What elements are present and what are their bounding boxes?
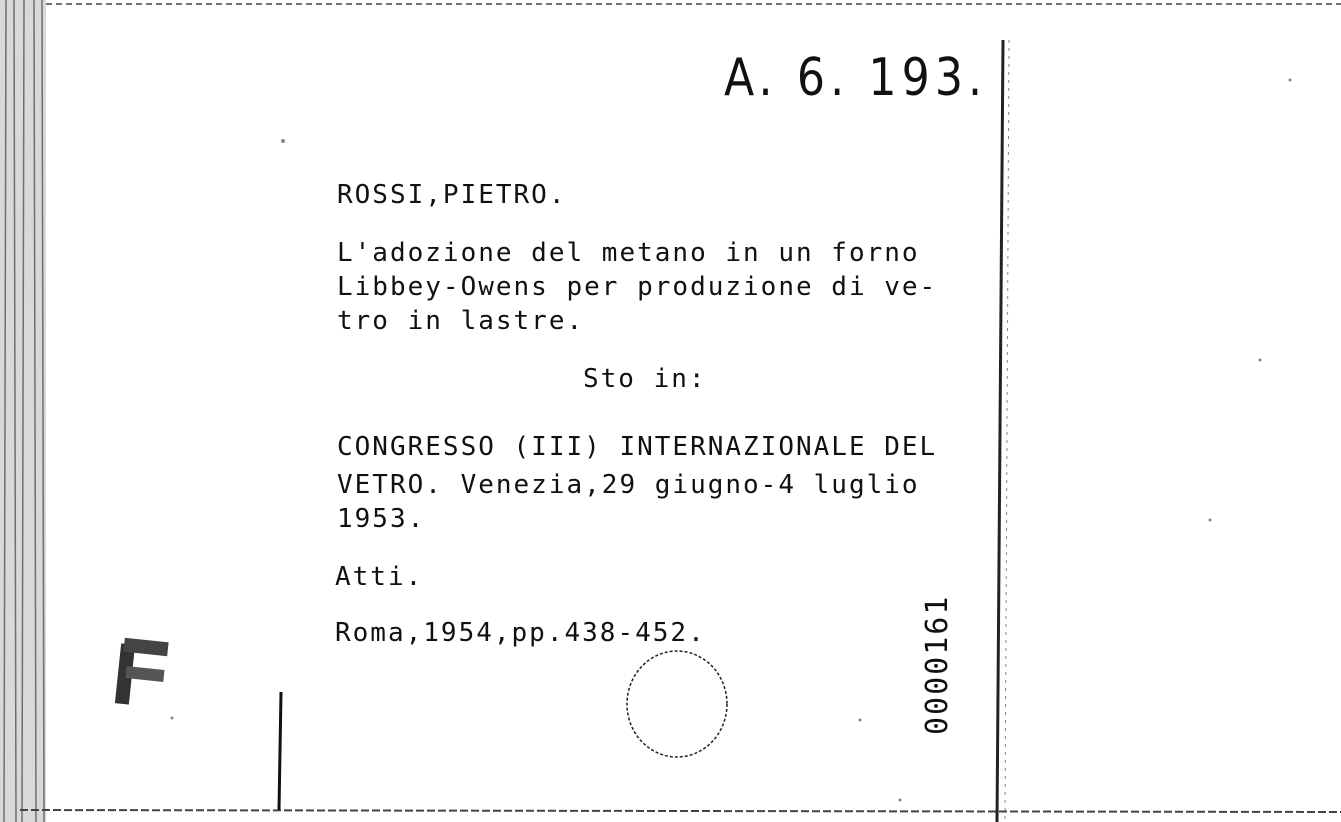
card-right-border [997, 40, 1003, 822]
source-line-3: 1953. [337, 504, 426, 534]
author-heading: ROSSI,PIETRO. [337, 180, 567, 210]
source-line-2: VETRO. Venezia,29 giugno-4 luglio [337, 470, 920, 500]
punch-hole [627, 651, 727, 757]
stamp-mark [115, 638, 169, 705]
bottom-card-edge [20, 810, 1341, 812]
title-line-1: L'adozione del metano in un forno [337, 238, 920, 268]
proceedings-label: Atti. [335, 562, 424, 592]
title-line-2: Libbey-Owens per produzione di ve- [337, 272, 938, 302]
title-line-3: tro in lastre. [337, 306, 585, 336]
accession-number: 0000161 [920, 594, 955, 735]
shelfmark-handwritten: A. 6. 193. [724, 48, 988, 108]
extract-note: Sto in: [583, 364, 707, 394]
bottom-left-mark [279, 692, 281, 810]
source-line-1: CONGRESSO (III) INTERNAZIONALE DEL [337, 432, 938, 462]
imprint-line: Roma,1954,pp.438-452. [335, 618, 706, 648]
